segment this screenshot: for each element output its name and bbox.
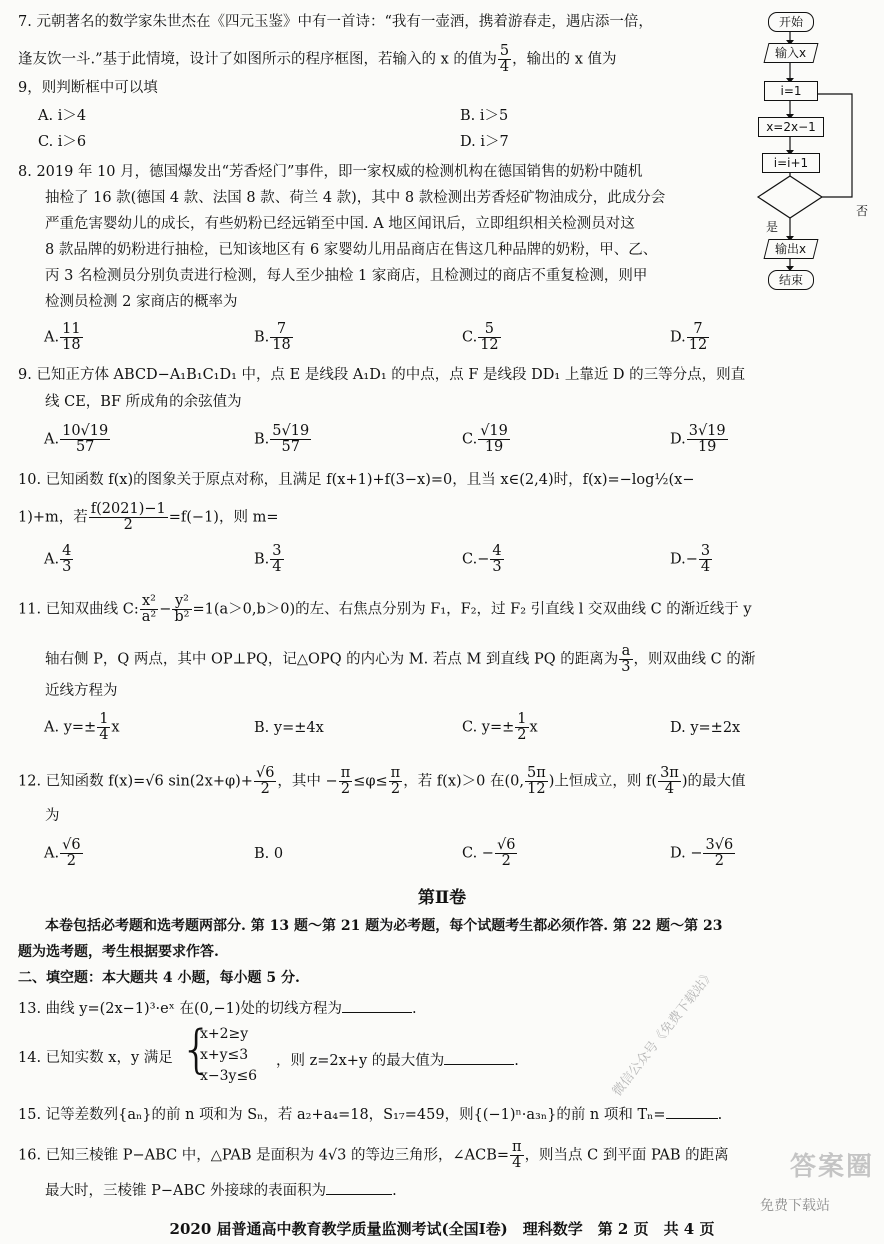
q16-line2: 最大时，三棱锥 P−ABC 外接球的表面积为 . — [45, 1180, 397, 1200]
q10-option-b[interactable]: B. $\frac{3}{4}$ — [254, 543, 282, 576]
section-intro-line2: 题为选考题，考生根据要求作答. — [18, 944, 219, 960]
q12-line2: 为 — [45, 808, 60, 824]
q12-option-a[interactable]: A. $\frac{√6}{2}$ — [44, 837, 81, 870]
fill-in-header: 二、填空题：本大题共 4 小题，每小题 5 分. — [18, 970, 300, 986]
flowchart-output: 输出x — [764, 239, 819, 259]
q11-line3: 近线方程为 — [45, 683, 118, 699]
q9-option-a[interactable]: A. $\frac{10√19}{57}$ — [44, 423, 109, 456]
q7-line3: 9，则判断框中可以填 — [18, 80, 158, 96]
q8-line6: 检测员检测 2 家商店的概率为 — [45, 294, 238, 310]
q9-option-b[interactable]: B. $\frac{5√19}{57}$ — [254, 423, 310, 456]
q13-answer-blank[interactable] — [342, 998, 412, 1013]
decision-diamond — [758, 176, 822, 218]
q16-line1: 16. 已知三棱锥 P−ABC 中，△PAB 是面积为 4√3 的等边三角形，∠ACB= $\frac{\pi}{4}$ ，则当点 C 到平面 PAB 的距离 — [18, 1139, 729, 1172]
q15: 15. 记等差数列{aₙ}的前 n 项和为 Sₙ，若 a₂+a₄=18，S₁₇=459，则{(−1)ⁿ·a₃ₙ}的前 n 项和 Tₙ= . — [18, 1104, 722, 1124]
q14-answer-blank[interactable] — [444, 1050, 514, 1065]
q9-line1: 9. 已知正方体 ABCD−A₁B₁C₁D₁ 中，点 E 是线段 A₁D₁ 的中点，点 F 是线段 DD₁ 上靠近 D 的三等分点，则直 — [18, 367, 746, 383]
flowchart-start: 开始 — [768, 12, 814, 32]
q11-option-c[interactable]: C. y=± $\frac{1}{2}$ x — [462, 711, 538, 744]
flowchart-input: 输入x — [764, 43, 819, 63]
q10-option-d[interactable]: D.− $\frac{3}{4}$ — [670, 543, 711, 576]
q8-line3: 严重危害婴幼儿的成长，有些奶粉已经远销至中国. A 地区闻讯后，立即组织相关检测员对这 — [45, 216, 635, 232]
q10-line2: 1)+m，若 $\frac{f(2021)-1}{2}$ =f(−1)，则 m= — [18, 501, 279, 534]
q8-line2: 抽检了 16 款(德国 4 款、法国 8 款、荷兰 4 款)，其中 8 款检测出芳香烃矿物油成分，此成分会 — [45, 190, 666, 206]
q14-constraint-system: x+2≥y x+y≤3 x−3y≤6 — [200, 1026, 258, 1084]
q11-option-a[interactable]: A. y=± $\frac{1}{4}$ x — [44, 711, 120, 744]
q11-line1: 11. 已知双曲线 C: $\frac{\text{x²}}{\text{a²}}$ − $\frac{\text{y²}}{\text{b²}}$ =1(a＞0,b＞0)的左、右焦点分别为 F₁，F₂，过 F₂ 引直线 l 交双曲线 C 的渐近线于 y — [18, 593, 752, 626]
q8-option-c[interactable]: C. $\frac{5}{12}$ — [462, 321, 499, 354]
watermark-logo: 答案圈 — [790, 1152, 875, 1182]
page-footer: 2020 届普通高中教育教学质量监测考试(全国Ⅰ卷) 理科数学 第 2 页 共 4 页 — [169, 1220, 715, 1238]
section-intro-line1: 本卷包括必考题和选考题两部分. 第 13 题～第 21 题为必考题，每个试题考生都必须作答. 第 22 题～第 23 — [45, 918, 723, 934]
q13: 13. 曲线 y=(2x−1)³·eˣ 在(0,−1)处的切线方程为 . — [18, 998, 417, 1018]
q7-option-d[interactable]: D. i＞7 — [460, 134, 509, 150]
section-title: 第Ⅱ卷 — [417, 888, 467, 908]
q11-option-b[interactable]: B. y=±4x — [254, 720, 324, 736]
q7-line2: 逢友饮一斗.”基于此情境，设计了如图所示的程序框图，若输入的 x 的值为 $\frac{5}{4}$ ，输出的 x 值为 — [18, 43, 617, 76]
program-flowchart — [756, 8, 876, 298]
q11-line2: 轴右侧 P，Q 两点，其中 OP⊥PQ，记△OPQ 的内心为 M. 若点 M 到直线 PQ 的距离为 $\frac{a}{3}$ ，则双曲线 C 的渐 — [45, 643, 756, 676]
flowchart-no-label: 否 — [856, 204, 869, 218]
q8-line5: 丙 3 名检测员分别负责进行检测，每人至少抽检 1 家商店，且检测过的商店不重复检测，则甲 — [45, 268, 648, 284]
flowchart-step-i: i=i+1 — [762, 153, 820, 173]
q16-answer-blank[interactable] — [326, 1180, 392, 1195]
q8-option-d[interactable]: D. $\frac{7}{12}$ — [670, 321, 708, 354]
q10-line1: 10. 已知函数 f(x)的图象关于原点对称，且满足 f(x+1)+f(3−x)=0，且当 x∈(2,4)时，f(x)=−log½(x− — [18, 472, 695, 488]
q7-option-b[interactable]: B. i＞5 — [460, 108, 509, 124]
q14-post: ，则 z=2x+y 的最大值为 . — [276, 1050, 519, 1070]
q8-option-a[interactable]: A. $\frac{11}{18}$ — [44, 321, 81, 354]
flowchart-step-x: x=2x−1 — [758, 117, 824, 137]
q12-option-c[interactable]: C. − $\frac{√6}{2}$ — [462, 837, 516, 870]
watermark-diagonal: 微信公众号《免费下载站》 — [610, 967, 718, 1100]
q10-option-a[interactable]: A. $\frac{4}{3}$ — [44, 543, 72, 576]
q9-option-c[interactable]: C. $\frac{√19}{19}$ — [462, 423, 508, 456]
q8-line4: 8 款品牌的奶粉进行抽检，已知该地区有 6 家婴幼儿用品商店在售这几种品牌的奶粉，甲、乙、 — [45, 242, 658, 258]
q10-option-c[interactable]: C.− $\frac{4}{3}$ — [462, 543, 502, 576]
q12-option-b[interactable]: B. 0 — [254, 846, 284, 862]
q7-option-c[interactable]: C. i＞6 — [38, 134, 87, 150]
q9-line2: 线 CE，BF 所成角的余弦值为 — [45, 394, 242, 410]
q14-pre: 14. 已知实数 x，y 满足 — [18, 1050, 173, 1066]
flowchart-init: i=1 — [764, 81, 818, 101]
q11-option-d[interactable]: D. y=±2x — [670, 720, 741, 736]
flowchart-end: 结束 — [768, 270, 814, 290]
q9-option-d[interactable]: D. $\frac{3√19}{19}$ — [670, 423, 726, 456]
q8-line1: 8. 2019 年 10 月，德国爆发出“芳香烃门”事件，即一家权威的检测机构在德国销售的奶粉中随机 — [18, 164, 643, 180]
fraction: $\frac{5}{4}$ — [499, 43, 510, 76]
q7-line1: 7. 元朝著名的数学家朱世杰在《四元玉鉴》中有一首诗：“我有一壶酒，携着游春走，遇店添一倍， — [18, 14, 653, 30]
q12-line1: 12. 已知函数 f(x)=√6 sin(2x+φ)+ $\frac{√6}{2}$ ，其中 − $\frac{\pi}{2}$ ≤φ≤ $\frac{\pi}{2}$ ，若 f(x)＞0 在(0, $\frac{5\pi}{12}$ )上恒成立，则 f( $\frac{3\pi}{4}$ )的最大值 — [18, 765, 746, 798]
q7-option-a[interactable]: A. i＞4 — [38, 108, 87, 124]
q12-option-d[interactable]: D. − $\frac{3√6}{2}$ — [670, 837, 734, 870]
q15-answer-blank[interactable] — [666, 1104, 718, 1119]
watermark-bottom-right: 免费下载站 — [760, 1198, 830, 1214]
system-brace: { — [180, 1020, 214, 1080]
flowchart-yes-label: 是 — [766, 220, 779, 234]
q8-option-b[interactable]: B. $\frac{7}{18}$ — [254, 321, 291, 354]
